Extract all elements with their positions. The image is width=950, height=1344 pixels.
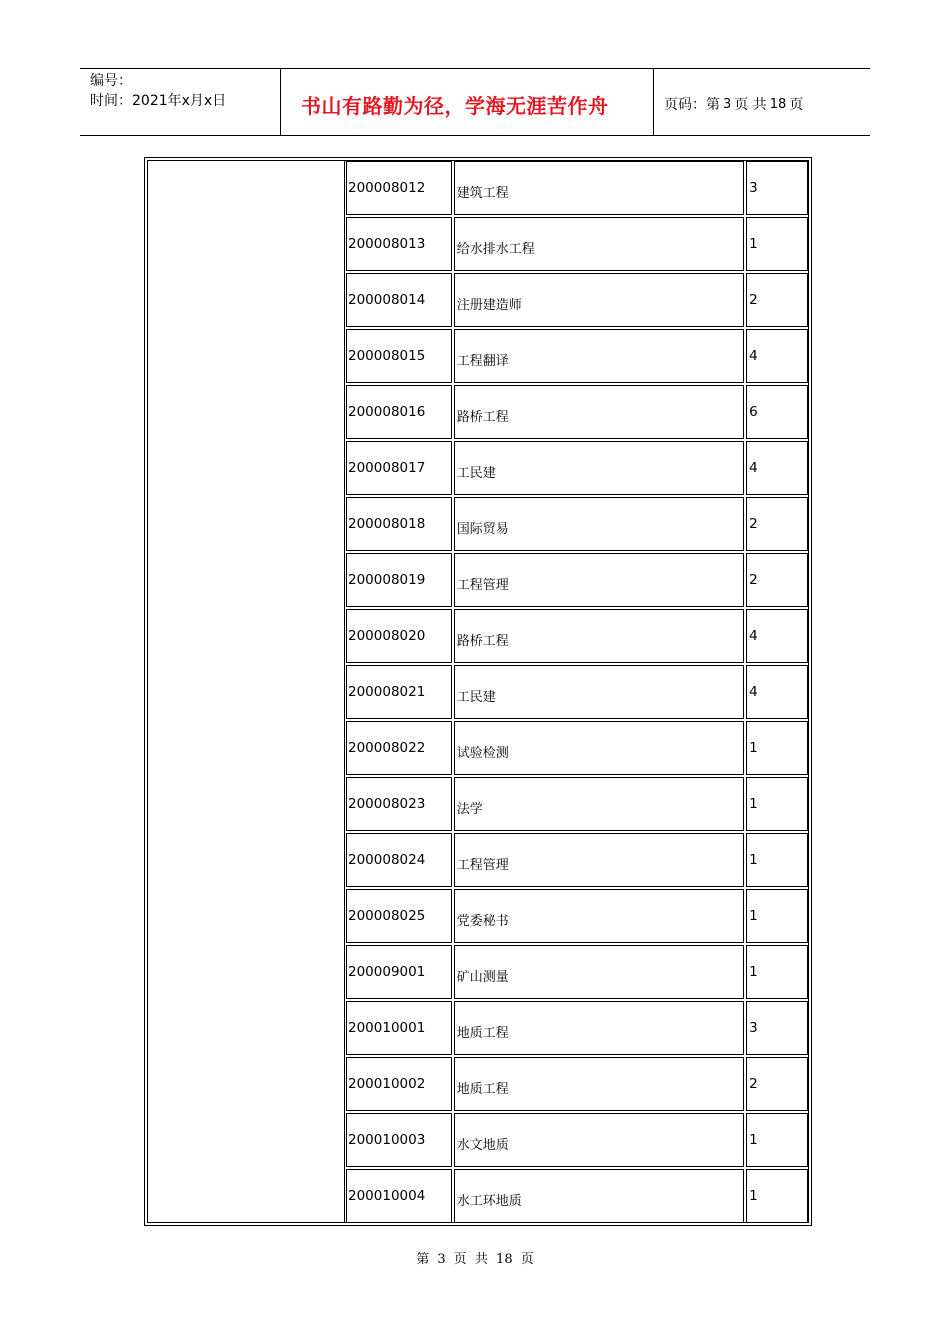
major-name-cell: 工程管理 <box>454 833 744 887</box>
header-meta <box>80 69 281 135</box>
header-motto: 书山有路勤为径，学海无涯苦作舟 <box>281 69 654 135</box>
table-row <box>346 1169 808 1225</box>
quantity-cell: 4 <box>746 329 808 383</box>
quantity-cell: 2 <box>746 553 808 607</box>
table-row <box>346 945 808 1001</box>
major-name-cell: 地质工程 <box>454 1057 744 1111</box>
quantity-cell: 6 <box>746 385 808 439</box>
major-name-cell: 工程翻译 <box>454 329 744 383</box>
position-code-cell: 200008018 <box>346 497 452 551</box>
major-name-cell: 矿山测量 <box>454 945 744 999</box>
page-header <box>80 68 870 136</box>
table-row <box>346 721 808 777</box>
position-code-cell: 200010003 <box>346 1113 452 1167</box>
table-row <box>346 609 808 665</box>
position-code-cell: 200009001 <box>346 945 452 999</box>
quantity-cell: 1 <box>746 217 808 271</box>
quantity-cell: 2 <box>746 273 808 327</box>
position-code-cell: 200008016 <box>346 385 452 439</box>
position-code-cell: 200008020 <box>346 609 452 663</box>
quantity-cell: 1 <box>746 889 808 943</box>
table-row <box>346 161 808 217</box>
table-row <box>346 833 808 889</box>
document-date: 时间：2021年x月x日 <box>90 93 227 109</box>
quantity-cell: 1 <box>746 721 808 775</box>
table-row <box>346 889 808 945</box>
major-name-cell: 工民建 <box>454 665 744 719</box>
position-code-cell: 200008013 <box>346 217 452 271</box>
page-total: 18 <box>769 96 787 112</box>
quantity-cell: 3 <box>746 161 808 215</box>
quantity-cell: 2 <box>746 1057 808 1111</box>
page-middle: 页 共 <box>734 97 767 113</box>
table-row <box>346 385 808 441</box>
page-current: 3 <box>723 96 732 112</box>
major-name-cell: 地质工程 <box>454 1001 744 1055</box>
major-name-cell: 路桥工程 <box>454 385 744 439</box>
position-code-cell: 200008017 <box>346 441 452 495</box>
major-name-cell: 给水排水工程 <box>454 217 744 271</box>
position-code-cell: 200010001 <box>346 1001 452 1055</box>
position-code-cell: 200008015 <box>346 329 452 383</box>
header-page-indicator <box>654 69 870 135</box>
position-code-cell: 200010004 <box>346 1169 452 1223</box>
positions-table <box>144 157 812 1226</box>
table-rows <box>346 161 808 1222</box>
table-row <box>346 273 808 329</box>
major-name-cell: 国际贸易 <box>454 497 744 551</box>
table-row <box>346 217 808 273</box>
quantity-cell: 3 <box>746 1001 808 1055</box>
quantity-cell: 4 <box>746 665 808 719</box>
table-row <box>346 497 808 553</box>
major-name-cell: 路桥工程 <box>454 609 744 663</box>
major-name-cell: 试验检测 <box>454 721 744 775</box>
merged-unit-cell <box>148 161 345 1222</box>
position-code-cell: 200010002 <box>346 1057 452 1111</box>
position-code-cell: 200008021 <box>346 665 452 719</box>
table-row <box>346 665 808 721</box>
table-row <box>346 553 808 609</box>
position-code-cell: 200008023 <box>346 777 452 831</box>
position-code-cell: 200008024 <box>346 833 452 887</box>
position-code-cell: 200008019 <box>346 553 452 607</box>
table-row <box>346 1113 808 1169</box>
quantity-cell: 4 <box>746 609 808 663</box>
page-prefix: 页码：第 <box>664 97 720 113</box>
document-number-label: 编号： <box>90 73 132 89</box>
quantity-cell: 1 <box>746 945 808 999</box>
major-name-cell: 法学 <box>454 777 744 831</box>
position-code-cell: 200008014 <box>346 273 452 327</box>
table-row <box>346 441 808 497</box>
table-row <box>346 1057 808 1113</box>
quantity-cell: 1 <box>746 777 808 831</box>
page-footer: 第 3 页 共 18 页 <box>416 1252 534 1267</box>
major-name-cell: 工程管理 <box>454 553 744 607</box>
major-name-cell: 党委秘书 <box>454 889 744 943</box>
position-code-cell: 200008012 <box>346 161 452 215</box>
position-code-cell: 200008022 <box>346 721 452 775</box>
major-name-cell: 工民建 <box>454 441 744 495</box>
quantity-cell: 1 <box>746 833 808 887</box>
quantity-cell: 2 <box>746 497 808 551</box>
table-row <box>346 329 808 385</box>
major-name-cell: 建筑工程 <box>454 161 744 215</box>
major-name-cell: 注册建造师 <box>454 273 744 327</box>
major-name-cell: 水文地质 <box>454 1113 744 1167</box>
quantity-cell: 4 <box>746 441 808 495</box>
page-suffix: 页 <box>789 97 804 113</box>
major-name-cell: 水工环地质 <box>454 1169 744 1223</box>
position-code-cell: 200008025 <box>346 889 452 943</box>
quantity-cell: 1 <box>746 1169 808 1223</box>
quantity-cell: 1 <box>746 1113 808 1167</box>
table-row <box>346 1001 808 1057</box>
table-body <box>147 160 809 1223</box>
table-row <box>346 777 808 833</box>
